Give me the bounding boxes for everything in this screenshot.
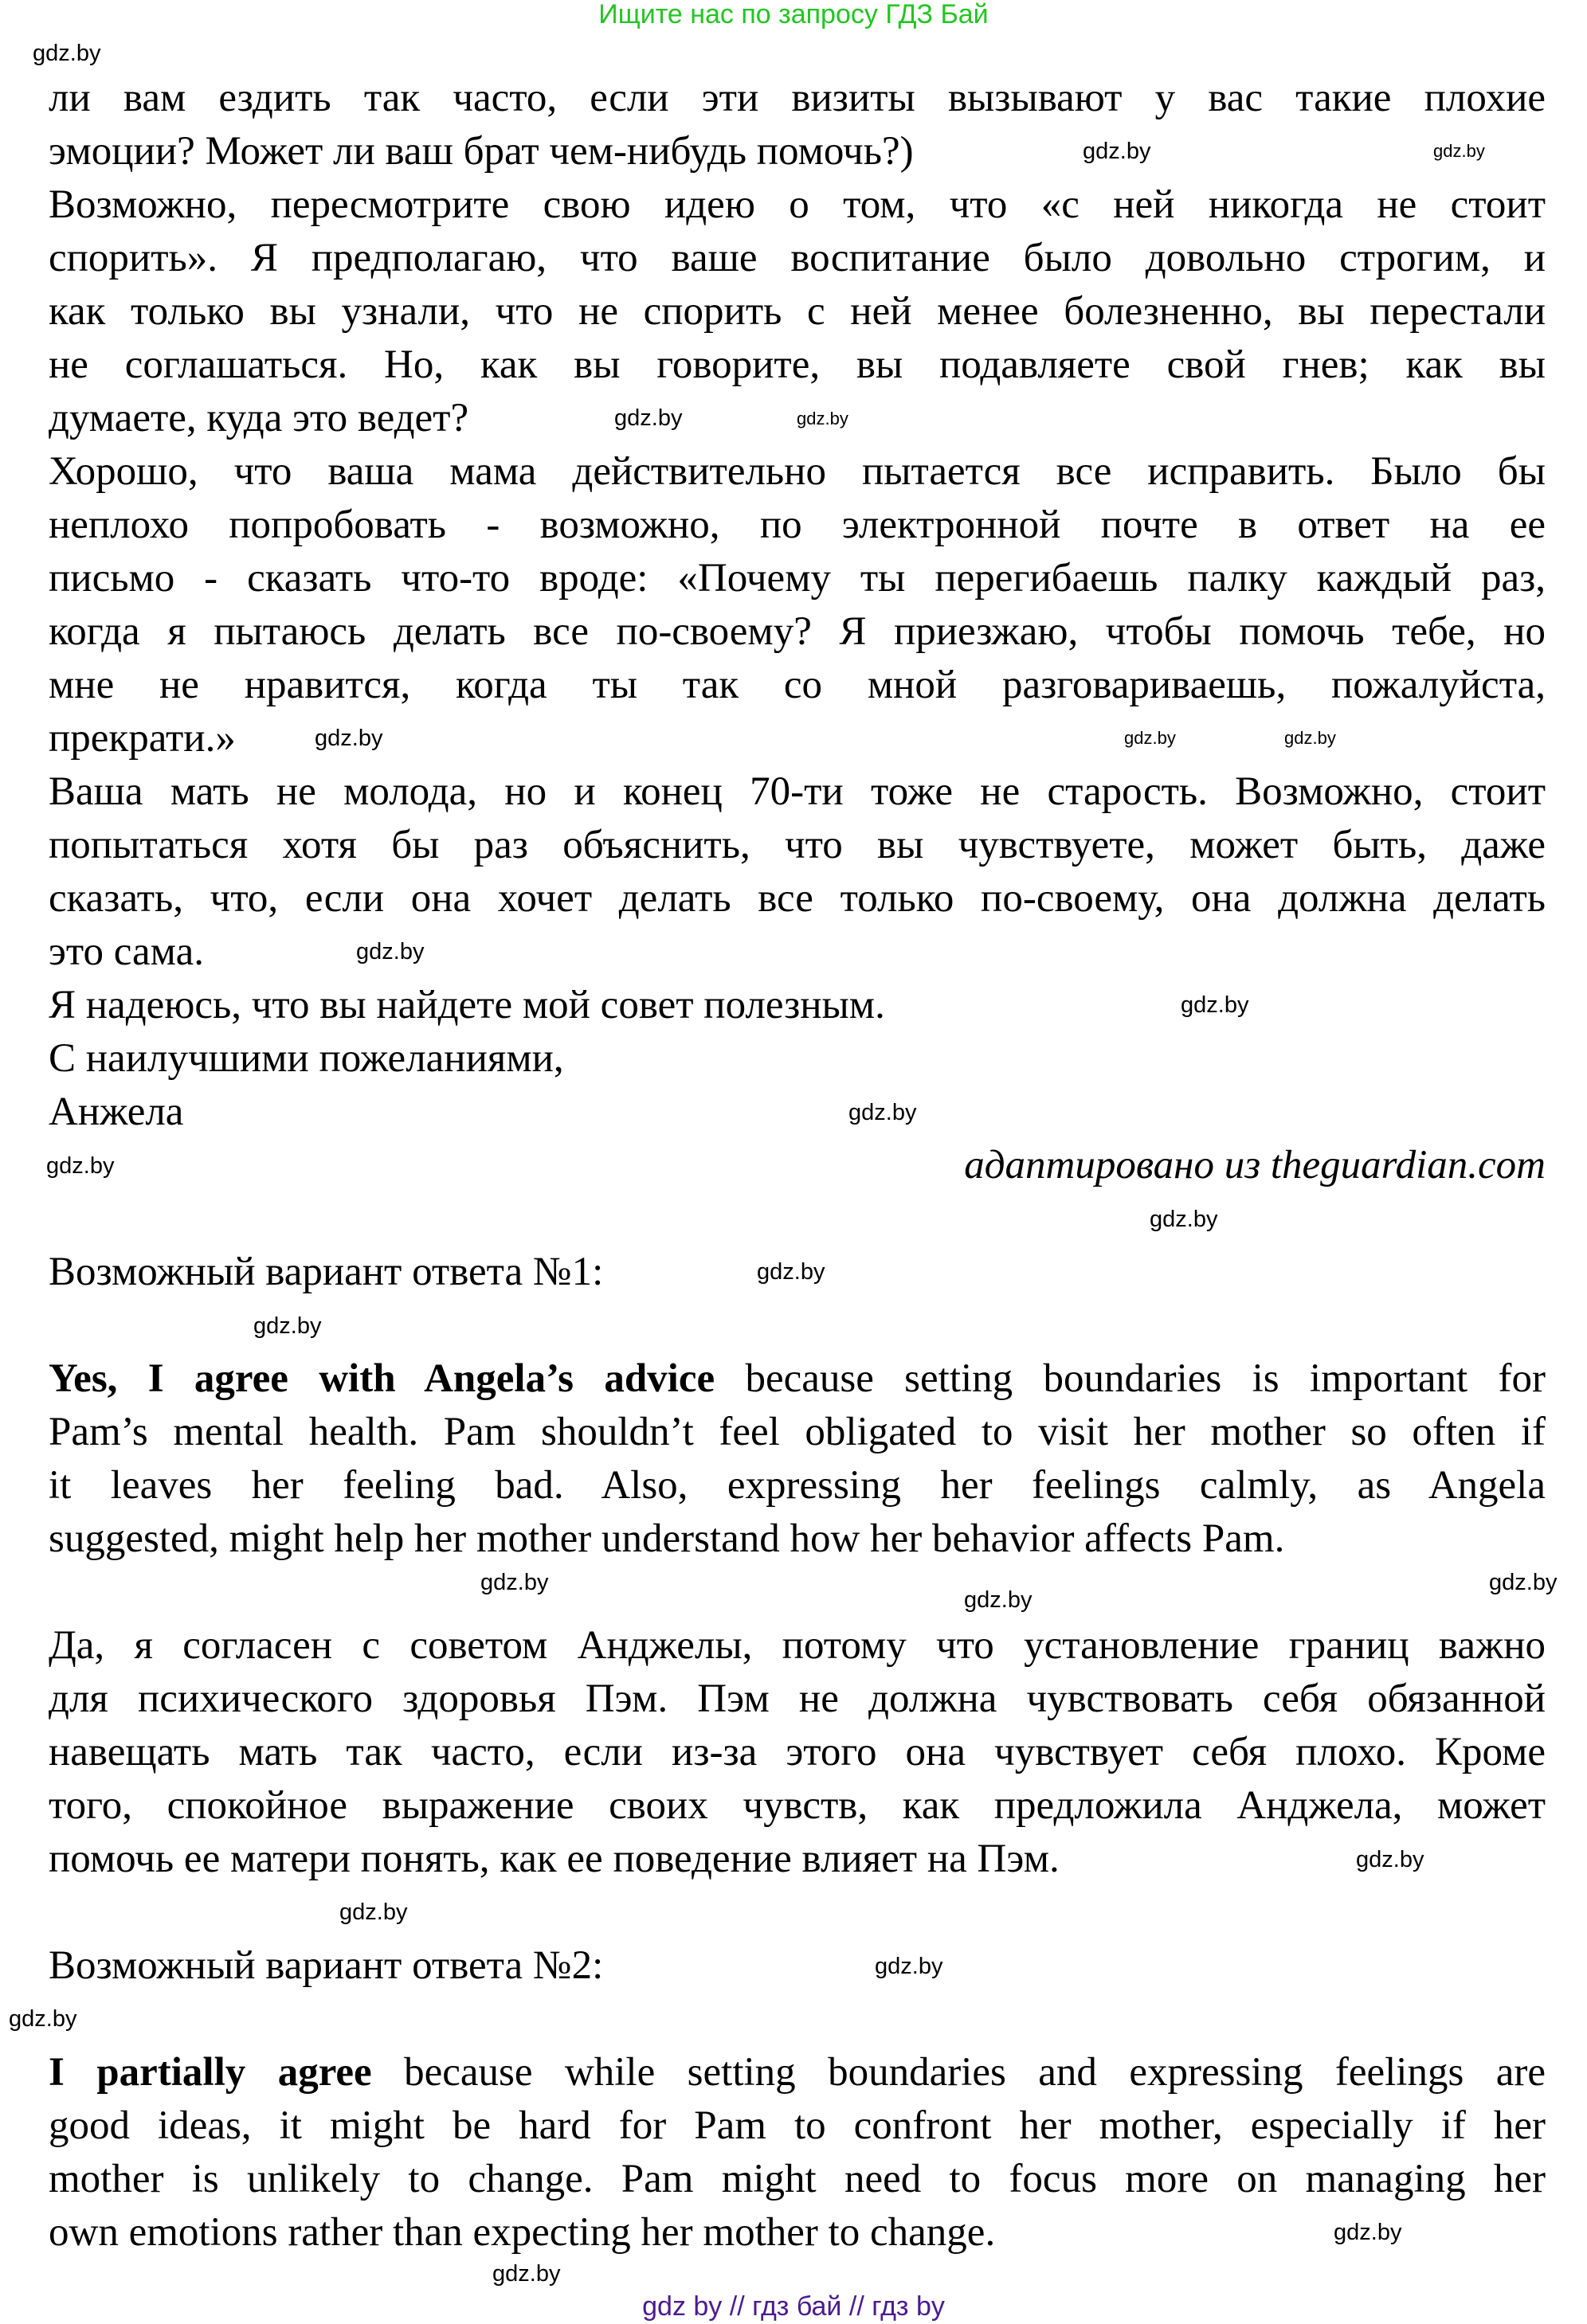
text-line — [49, 659, 1546, 712]
text-line — [49, 285, 1546, 338]
text-line — [49, 1352, 1546, 1406]
text-line — [49, 499, 1546, 552]
watermark: gdz.by — [1334, 2220, 1402, 2245]
text-line — [49, 1246, 603, 1299]
text-line — [49, 338, 1546, 392]
text-line — [49, 178, 1546, 232]
line-text: mother is unlikely to change. Pam might need to focus more on managing her — [49, 2157, 1546, 2201]
text-line — [49, 1406, 1546, 1459]
site-banner: Ищите нас по запросу ГДЗ Бай — [598, 0, 989, 29]
line-text: own emotions rather than expecting her mother to change. — [49, 2210, 996, 2255]
line-text: С наилучшими пожеланиями, — [49, 1036, 564, 1081]
text-line — [49, 819, 1546, 872]
line-text: because setting boundaries is important for — [715, 1356, 1546, 1401]
watermark: gdz.by — [848, 1100, 917, 1125]
text-line — [49, 1086, 183, 1139]
watermark: gdz.by — [757, 1259, 825, 1285]
line-text: того, спокойное выражение своих чувств, как предложила Анджела, может — [49, 1783, 1546, 1828]
watermark: gdz.by — [1124, 728, 1176, 748]
text-line — [49, 1833, 1060, 1886]
line-text: Ваша мать не молода, но и конец 70-ти тоже не старость. Возможно, стоит — [49, 769, 1546, 814]
text-line — [49, 232, 1546, 285]
line-text: ли вам ездить так часто, если эти визиты вызывают у вас такие плохие — [49, 76, 1546, 120]
text-line — [49, 72, 1546, 125]
line-text: когда я пытаюсь делать все по-своему? Я приезжаю, чтобы помочь тебе, но — [49, 609, 1546, 654]
watermark: gdz.by — [875, 1954, 943, 1979]
bold-lead: Yes, I agree with Angela’s advice — [49, 1356, 715, 1401]
line-text: сказать, что, если она хочет делать все только по-своему, она должна делать — [49, 876, 1546, 921]
watermark: gdz.by — [797, 409, 848, 428]
watermark: gdz.by — [9, 2006, 77, 2032]
watermark: gdz.by — [1433, 141, 1485, 161]
watermark: gdz.by — [46, 1153, 115, 1179]
line-text: адаптировано из theguardian.com — [964, 1143, 1546, 1187]
line-text: помочь ее матери понять, как ее поведение влияет на Пэм. — [49, 1837, 1060, 1881]
line-text: прекрати.» — [49, 716, 236, 761]
text-line — [49, 605, 1546, 659]
line-text: Я надеюсь, что вы найдете мой совет полезным. — [49, 983, 885, 1027]
line-text: Возможно, пересмотрите свою идею о том, что «с ней никогда не стоит — [49, 182, 1546, 227]
line-text: Хорошо, что ваша мама действительно пытается все исправить. Было бы — [49, 449, 1546, 494]
site-footer: gdz by // гдз бай // гдз by — [642, 2291, 945, 2322]
text-line — [49, 925, 204, 979]
bold-lead: I partially agree — [49, 2050, 372, 2095]
text-line — [49, 1619, 1546, 1673]
line-text: это сама. — [49, 929, 204, 974]
watermark: gdz.by — [253, 1313, 322, 1339]
text-line — [49, 552, 1546, 605]
watermark: gdz.by — [480, 1570, 549, 1595]
line-text: Pam’s mental health. Pam shouldn’t feel obligated to visit her mother so often if — [49, 1410, 1546, 1454]
text-line — [49, 445, 1546, 499]
watermark: gdz.by — [1356, 1847, 1424, 1872]
source-credit — [964, 1139, 1546, 1192]
line-text: Анжела — [49, 1090, 184, 1134]
line-text: good ideas, it might be hard for Pam to confront her mother, especially if her — [49, 2103, 1546, 2148]
line-text: попытаться хотя бы раз объяснить, что вы чувствуете, может быть, даже — [49, 823, 1546, 867]
line-text: письмо - сказать что-то вроде: «Почему ты перегибаешь палку каждый раз, — [49, 556, 1546, 601]
line-text: как только вы узнали, что не спорить с ней менее болезненно, вы перестали — [49, 289, 1546, 334]
watermark: gdz.by — [1489, 1570, 1558, 1595]
text-line — [49, 1726, 1546, 1779]
text-line — [49, 1459, 1546, 1512]
line-text: because while setting boundaries and expressing feelings are — [371, 2050, 1546, 2095]
text-line — [49, 2153, 1546, 2206]
text-line — [49, 765, 1546, 819]
line-text: Да, я согласен с советом Анджелы, потому что установление границ важно — [49, 1623, 1546, 1668]
watermark: gdz.by — [339, 1899, 408, 1925]
line-text: спорить». Я предполагаю, что ваше воспитание было довольно строгим, и — [49, 236, 1546, 280]
line-text: Возможный вариант ответа №1: — [49, 1250, 604, 1294]
line-text: навещать мать так часто, если из-за этого она чувствует себя плохо. Кроме — [49, 1730, 1546, 1774]
text-line — [49, 1779, 1546, 1833]
line-text: неплохо попробовать - возможно, по электронной почте в ответ на ее — [49, 503, 1546, 547]
text-line — [49, 125, 914, 178]
text-line — [49, 2099, 1546, 2153]
line-text: Возможный вариант ответа №2: — [49, 1943, 604, 1988]
text-line — [49, 392, 468, 445]
text-line — [49, 1032, 564, 1086]
text-line — [49, 872, 1546, 925]
text-line — [49, 2046, 1546, 2099]
line-text: suggested, might help her mother understand how her behavior affects Pam. — [49, 1516, 1285, 1561]
text-line — [49, 979, 885, 1032]
watermark: gdz.by — [315, 726, 383, 751]
watermark: gdz.by — [1083, 139, 1151, 164]
line-text: думаете, куда это ведет? — [49, 396, 469, 440]
watermark: gdz.by — [33, 41, 101, 66]
text-line — [49, 1512, 1284, 1566]
watermark: gdz.by — [1150, 1207, 1218, 1232]
text-line — [49, 1939, 603, 1993]
line-text: для психического здоровья Пэм. Пэм не должна чувствовать себя обязанной — [49, 1676, 1546, 1721]
text-line — [49, 2206, 995, 2259]
line-text: it leaves her feeling bad. Also, expressing her feelings calmly, as Angela — [49, 1463, 1546, 1508]
text-line — [49, 712, 236, 765]
text-line — [49, 1673, 1546, 1726]
line-text: мне не нравится, когда ты так со мной разговариваешь, пожалуйста, — [49, 663, 1546, 707]
watermark: gdz.by — [356, 939, 425, 964]
watermark: gdz.by — [492, 2261, 561, 2287]
watermark: gdz.by — [964, 1587, 1033, 1613]
watermark: gdz.by — [614, 405, 683, 431]
watermark: gdz.by — [1284, 728, 1336, 748]
line-text: не соглашаться. Но, как вы говорите, вы подавляете свой гнев; как вы — [49, 342, 1546, 387]
line-text: эмоции? Может ли ваш брат чем-нибудь помочь?) — [49, 129, 914, 174]
watermark: gdz.by — [1181, 992, 1249, 1018]
